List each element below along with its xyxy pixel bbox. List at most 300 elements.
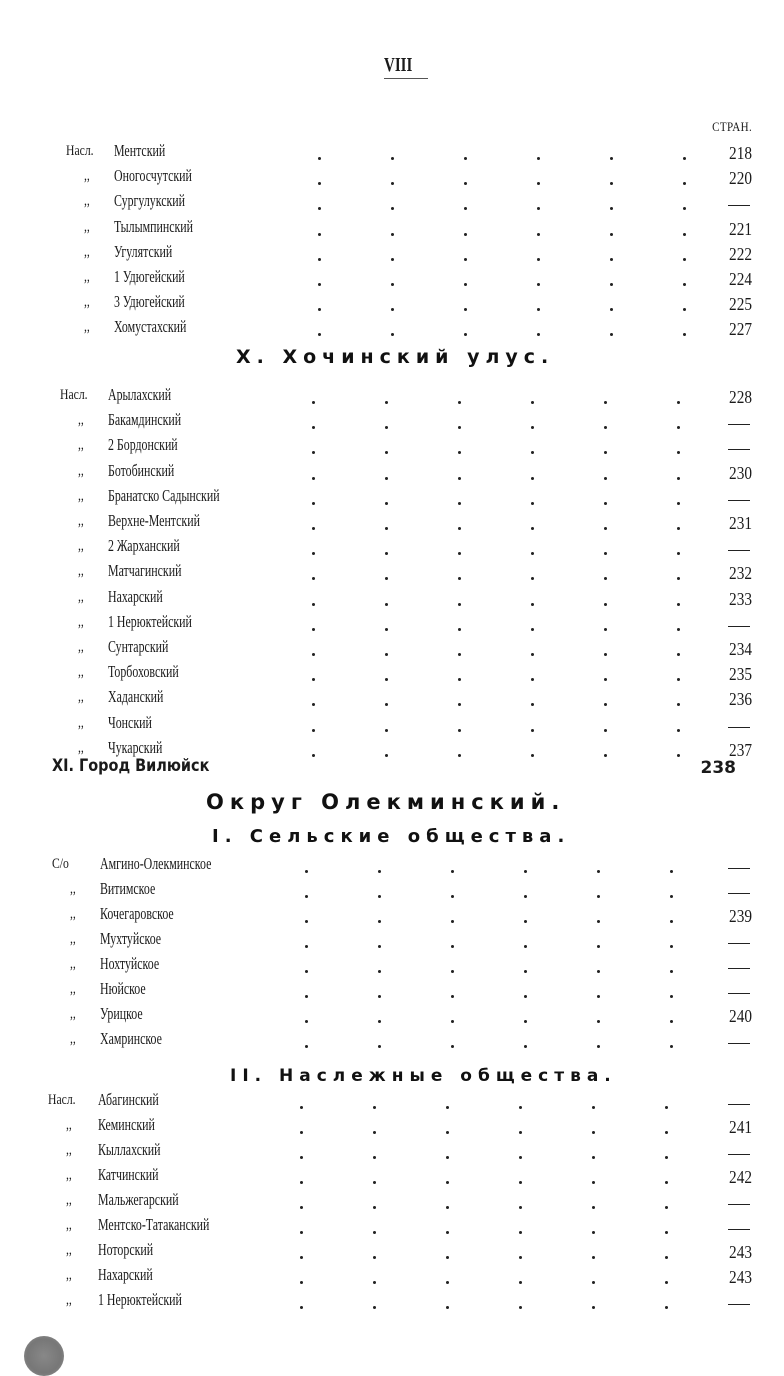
toc-row-prefix: ,,: [78, 664, 84, 681]
toc-row-prefix: ,,: [70, 956, 76, 972]
toc-row[interactable]: [0, 1190, 784, 1215]
leader-dot: [519, 1106, 522, 1109]
toc-row[interactable]: [0, 1240, 784, 1265]
leader-dot: [391, 283, 394, 286]
leader-dot: [531, 628, 534, 631]
leader-dot: [604, 502, 607, 505]
toc-row-page: [728, 856, 750, 871]
toc-row[interactable]: [0, 854, 784, 879]
leader-dots: [312, 451, 712, 455]
nasleg-societies-heading: II. Наслежные общества.: [230, 1066, 617, 1086]
leader-dots: [300, 1181, 700, 1185]
leader-dot: [391, 333, 394, 336]
leader-dot: [597, 895, 600, 898]
leader-dot: [318, 157, 321, 160]
toc-row-prefix: ,,: [78, 714, 84, 731]
toc-row-name: 3 Удюгейский: [114, 292, 185, 312]
toc-row-prefix: ,,: [66, 1217, 72, 1233]
leader-dot: [531, 653, 534, 656]
toc-row[interactable]: [0, 1215, 784, 1240]
leader-dot: [446, 1256, 449, 1259]
leader-dot: [683, 207, 686, 210]
leader-dots: [300, 1281, 700, 1285]
toc-row-name: Тылымпинский: [114, 216, 194, 236]
leader-dot: [665, 1206, 668, 1209]
leader-dot: [391, 258, 394, 261]
leader-dot: [373, 1156, 376, 1159]
toc-row[interactable]: [0, 217, 784, 242]
toc-row-prefix: Насл.: [48, 1092, 76, 1108]
leader-dot: [519, 1131, 522, 1134]
toc-row[interactable]: [0, 242, 784, 267]
leader-dot: [451, 1020, 454, 1023]
leader-dot: [391, 233, 394, 236]
leader-dot: [683, 308, 686, 311]
toc-row-page: [728, 1092, 750, 1107]
leader-dot: [604, 603, 607, 606]
toc-row[interactable]: [0, 1140, 784, 1165]
page-column-header: СТРАН.: [711, 119, 752, 134]
leader-dot: [537, 207, 540, 210]
leader-dot: [519, 1306, 522, 1309]
toc-row[interactable]: [0, 166, 784, 191]
leader-dot: [610, 182, 613, 185]
leader-dot: [300, 1131, 303, 1134]
leader-dots: [300, 1131, 700, 1135]
leader-dot: [677, 703, 680, 706]
leader-dot: [604, 628, 607, 631]
leader-dot: [537, 333, 540, 336]
leader-dot: [451, 995, 454, 998]
leader-dots: [305, 945, 705, 949]
leader-dots: [300, 1306, 700, 1310]
toc-row-page: 233: [729, 588, 752, 609]
leader-dot: [458, 729, 461, 732]
leader-dot: [391, 308, 394, 311]
toc-row-page: [728, 538, 750, 553]
leader-dot: [385, 577, 388, 580]
leader-dot: [300, 1156, 303, 1159]
leader-dot: [373, 1206, 376, 1209]
leader-dot: [451, 970, 454, 973]
leader-dots: [318, 233, 718, 237]
leader-dot: [683, 157, 686, 160]
toc-row-page: [728, 1031, 750, 1046]
leader-dots: [312, 401, 712, 405]
leader-dot: [312, 426, 315, 429]
toc-row-prefix: ,,: [78, 412, 84, 429]
toc-row[interactable]: [0, 511, 784, 536]
leader-dot: [305, 970, 308, 973]
toc-row-prefix: ,,: [70, 931, 76, 947]
leader-dot: [451, 870, 454, 873]
toc-row-name: Торбоховский: [108, 662, 179, 682]
toc-row-page: 241: [729, 1117, 752, 1137]
leader-dot: [312, 678, 315, 681]
leader-dot: [604, 552, 607, 555]
leader-dot: [531, 451, 534, 454]
toc-row-name: Витимское: [100, 879, 156, 898]
rural-societies-heading: I. Сельские общества.: [212, 826, 571, 847]
toc-row-page: 232: [729, 563, 752, 584]
leader-dots: [312, 502, 712, 506]
toc-row-page: [728, 1292, 750, 1307]
toc-row-name: 1 Нерюктейский: [98, 1290, 182, 1309]
leader-dot: [537, 233, 540, 236]
toc-row-name: Кыллахский: [98, 1140, 161, 1159]
leader-dot: [312, 577, 315, 580]
leader-dot: [677, 552, 680, 555]
leader-dot: [458, 628, 461, 631]
leader-dot: [373, 1181, 376, 1184]
toc-row-name: Чукарский: [108, 737, 163, 757]
leader-dots: [312, 703, 712, 707]
leader-dot: [604, 426, 607, 429]
leader-dot: [385, 527, 388, 530]
toc-row[interactable]: [0, 1029, 784, 1054]
toc-row-prefix: ,,: [78, 639, 84, 655]
leader-dot: [537, 283, 540, 286]
leader-dots: [318, 157, 718, 161]
leader-dot: [385, 502, 388, 505]
toc-row-page: [728, 956, 750, 971]
toc-row-name: Сургулукский: [114, 191, 186, 211]
leader-dot: [312, 653, 315, 656]
leader-dots: [305, 1045, 705, 1049]
leader-dot: [683, 283, 686, 286]
leader-dot: [524, 870, 527, 873]
leader-dot: [391, 207, 394, 210]
toc-row-prefix: С/о: [52, 856, 69, 872]
toc-row[interactable]: [0, 1090, 784, 1115]
toc-row[interactable]: [0, 267, 784, 292]
section-x-heading: X. Хочинский улус.: [236, 346, 555, 368]
leader-dot: [385, 729, 388, 732]
toc-row-name: Хаданский: [108, 687, 164, 707]
toc-row-name: Урицкое: [100, 1004, 143, 1023]
leader-dot: [312, 502, 315, 505]
toc-row-page: [728, 881, 750, 896]
leader-dot: [597, 995, 600, 998]
leader-dot: [531, 527, 534, 530]
leader-dot: [597, 870, 600, 873]
leader-dot: [385, 451, 388, 454]
toc-row-page: [728, 193, 750, 208]
toc-row-prefix: Насл.: [60, 387, 88, 403]
leader-dot: [531, 401, 534, 404]
toc-row[interactable]: [0, 435, 784, 460]
toc-row-prefix: ,,: [70, 981, 76, 997]
toc-row-prefix: ,,: [84, 294, 90, 311]
toc-row[interactable]: [0, 954, 784, 979]
toc-row[interactable]: [0, 141, 784, 166]
leader-dot: [446, 1306, 449, 1309]
leader-dots: [312, 603, 712, 607]
toc-row[interactable]: [0, 317, 784, 342]
leader-dot: [300, 1181, 303, 1184]
leader-dot: [683, 233, 686, 236]
library-stamp-mark: [24, 1336, 64, 1376]
leader-dot: [464, 207, 467, 210]
leader-dots: [305, 970, 705, 974]
toc-row-prefix: ,,: [78, 437, 84, 454]
leader-dots: [318, 333, 718, 337]
toc-row-name: Абагинский: [98, 1090, 159, 1109]
leader-dot: [531, 552, 534, 555]
toc-row-prefix: ,,: [66, 1142, 72, 1158]
toc-row-name: Угулятский: [114, 241, 173, 261]
leader-dot: [318, 207, 321, 210]
toc-row[interactable]: [0, 292, 784, 317]
toc-row[interactable]: [0, 191, 784, 216]
toc-row[interactable]: [0, 1115, 784, 1140]
toc-row-name: Мухтуйское: [100, 929, 162, 948]
section-xi-row[interactable]: [0, 756, 784, 781]
leader-dot: [665, 1131, 668, 1134]
toc-row-name: Матчагинский: [108, 561, 182, 581]
toc-row-page: [728, 1192, 750, 1207]
leader-dot: [531, 477, 534, 480]
leader-dot: [610, 207, 613, 210]
toc-row[interactable]: [0, 979, 784, 1004]
toc-row-prefix: ,,: [70, 881, 76, 897]
leader-dot: [300, 1206, 303, 1209]
leader-dot: [373, 1106, 376, 1109]
toc-row-prefix: ,,: [78, 538, 84, 555]
leader-dot: [592, 1306, 595, 1309]
leader-dot: [458, 502, 461, 505]
leader-dots: [312, 527, 712, 531]
toc-row-prefix: ,,: [78, 739, 84, 756]
toc-row[interactable]: [0, 687, 784, 712]
leader-dot: [385, 628, 388, 631]
leader-dots: [312, 653, 712, 657]
leader-dots: [300, 1206, 700, 1210]
toc-row-name: Оногосчутский: [114, 166, 192, 186]
toc-row[interactable]: [0, 637, 784, 662]
leader-dot: [665, 1281, 668, 1284]
leader-dot: [391, 157, 394, 160]
toc-row[interactable]: [0, 879, 784, 904]
toc-row-page: 240: [729, 1006, 752, 1026]
leader-dot: [670, 970, 673, 973]
toc-row-prefix: ,,: [70, 1006, 76, 1022]
leader-dot: [592, 1256, 595, 1259]
toc-row-name: Бакамдинский: [108, 410, 182, 430]
leader-dot: [592, 1206, 595, 1209]
toc-row[interactable]: [0, 1165, 784, 1190]
toc-row-name: Сунтарский: [108, 637, 169, 656]
leader-dots: [305, 870, 705, 874]
toc-row-name: Ментско-Татаканский: [98, 1215, 210, 1234]
toc-row-page: [728, 437, 750, 452]
leader-dot: [524, 895, 527, 898]
leader-dot: [537, 182, 540, 185]
leader-dot: [451, 895, 454, 898]
leader-dot: [378, 895, 381, 898]
toc-row-name: Ботобинский: [108, 460, 175, 480]
page-number-rule: [384, 78, 428, 79]
leader-dot: [318, 258, 321, 261]
toc-row-name: Кочегаровское: [100, 904, 174, 923]
leader-dot: [677, 729, 680, 732]
toc-row-prefix: ,,: [66, 1292, 72, 1308]
leader-dot: [531, 603, 534, 606]
toc-row-prefix: ,,: [70, 1031, 76, 1047]
leader-dot: [610, 258, 613, 261]
toc-row-page: 243: [729, 1267, 752, 1287]
leader-dots: [318, 308, 718, 312]
leader-dot: [665, 1106, 668, 1109]
leader-dot: [683, 333, 686, 336]
leader-dot: [665, 1231, 668, 1234]
leader-dot: [604, 451, 607, 454]
leader-dot: [305, 1020, 308, 1023]
leader-dot: [670, 1045, 673, 1048]
leader-dot: [592, 1156, 595, 1159]
toc-row-name: 1 Удюгейский: [114, 267, 185, 286]
leader-dot: [451, 1045, 454, 1048]
toc-row-name: Бранатско Садынский: [108, 485, 220, 505]
leader-dots: [312, 426, 712, 430]
leader-dot: [312, 703, 315, 706]
leader-dot: [604, 577, 607, 580]
toc-row-prefix: ,,: [84, 243, 90, 260]
toc-row[interactable]: [0, 929, 784, 954]
toc-row-name: Ментский: [114, 141, 166, 160]
leader-dot: [592, 1181, 595, 1184]
leader-dot: [458, 577, 461, 580]
leader-dots: [318, 258, 718, 262]
toc-row-name: Верхне-Ментский: [108, 511, 200, 530]
leader-dot: [464, 233, 467, 236]
leader-dots: [305, 895, 705, 899]
leader-dots: [312, 552, 712, 556]
toc-row-prefix: ,,: [66, 1267, 72, 1283]
leader-dot: [524, 920, 527, 923]
leader-dot: [519, 1156, 522, 1159]
toc-row[interactable]: [0, 662, 784, 687]
leader-dot: [464, 308, 467, 311]
toc-row-prefix: ,,: [78, 588, 84, 605]
leader-dot: [373, 1306, 376, 1309]
toc-row-name: Нюйское: [100, 979, 146, 998]
toc-row-page: 220: [729, 168, 752, 189]
toc-row-page: 242: [729, 1167, 752, 1187]
leader-dot: [677, 628, 680, 631]
leader-dot: [665, 1156, 668, 1159]
leader-dot: [524, 945, 527, 948]
okrug-heading: Округ Олекминский.: [206, 790, 566, 814]
page-number: VIII: [384, 54, 413, 76]
toc-row[interactable]: [0, 713, 784, 738]
leader-dot: [300, 1306, 303, 1309]
leader-dot: [385, 552, 388, 555]
leader-dot: [451, 945, 454, 948]
leader-dot: [318, 233, 321, 236]
leader-dot: [458, 678, 461, 681]
leader-dot: [373, 1281, 376, 1284]
toc-row[interactable]: [0, 1004, 784, 1029]
leader-dot: [531, 729, 534, 732]
leader-dot: [464, 283, 467, 286]
toc-row-page: 228: [729, 387, 752, 407]
leader-dot: [670, 920, 673, 923]
leader-dots: [300, 1156, 700, 1160]
toc-row[interactable]: [0, 561, 784, 586]
toc-row-page: [728, 412, 750, 427]
leader-dot: [305, 895, 308, 898]
leader-dot: [519, 1206, 522, 1209]
leader-dot: [373, 1131, 376, 1134]
leader-dot: [531, 678, 534, 681]
toc-row[interactable]: [0, 486, 784, 511]
toc-row[interactable]: [0, 612, 784, 637]
leader-dot: [537, 157, 540, 160]
leader-dot: [385, 477, 388, 480]
leader-dot: [378, 995, 381, 998]
toc-row[interactable]: [0, 461, 784, 486]
toc-row-page: [728, 931, 750, 946]
leader-dot: [670, 870, 673, 873]
leader-dot: [378, 945, 381, 948]
leader-dot: [592, 1131, 595, 1134]
leader-dot: [385, 703, 388, 706]
toc-row-prefix: ,,: [84, 269, 90, 285]
toc-row-page: 230: [729, 462, 752, 483]
leader-dot: [670, 1020, 673, 1023]
leader-dot: [446, 1156, 449, 1159]
leader-dot: [597, 970, 600, 973]
leader-dot: [318, 182, 321, 185]
toc-row-page: 231: [729, 513, 752, 533]
leader-dot: [519, 1181, 522, 1184]
leader-dots: [300, 1231, 700, 1235]
toc-row[interactable]: [0, 1265, 784, 1290]
toc-row[interactable]: [0, 536, 784, 561]
toc-row-name: Мальжегарский: [98, 1190, 179, 1209]
leader-dot: [305, 870, 308, 873]
toc-row-name: Нохтуйское: [100, 954, 160, 973]
leader-dot: [610, 333, 613, 336]
leader-dots: [305, 1020, 705, 1024]
leader-dot: [391, 182, 394, 185]
leader-dot: [519, 1281, 522, 1284]
toc-row-name: 1 Нерюктейский: [108, 611, 192, 631]
toc-row[interactable]: [0, 904, 784, 929]
leader-dot: [537, 308, 540, 311]
leader-dot: [677, 527, 680, 530]
toc-row-name: Чонский: [108, 712, 152, 732]
toc-row-name: Нахарский: [98, 1265, 153, 1284]
toc-row-name: Нахарский: [108, 586, 163, 606]
leader-dot: [531, 502, 534, 505]
leader-dot: [458, 477, 461, 480]
section-xi-name: XI. Город Вилюйск: [52, 756, 210, 776]
leader-dot: [300, 1256, 303, 1259]
leader-dot: [373, 1231, 376, 1234]
toc-row[interactable]: [0, 1290, 784, 1315]
toc-row[interactable]: [0, 385, 784, 410]
leader-dot: [537, 258, 540, 261]
leader-dot: [597, 945, 600, 948]
toc-row[interactable]: [0, 587, 784, 612]
leader-dot: [677, 653, 680, 656]
toc-row[interactable]: [0, 410, 784, 435]
toc-row-prefix: ,,: [78, 613, 84, 630]
toc-row-prefix: ,,: [84, 168, 90, 185]
toc-row-prefix: ,,: [66, 1242, 72, 1258]
